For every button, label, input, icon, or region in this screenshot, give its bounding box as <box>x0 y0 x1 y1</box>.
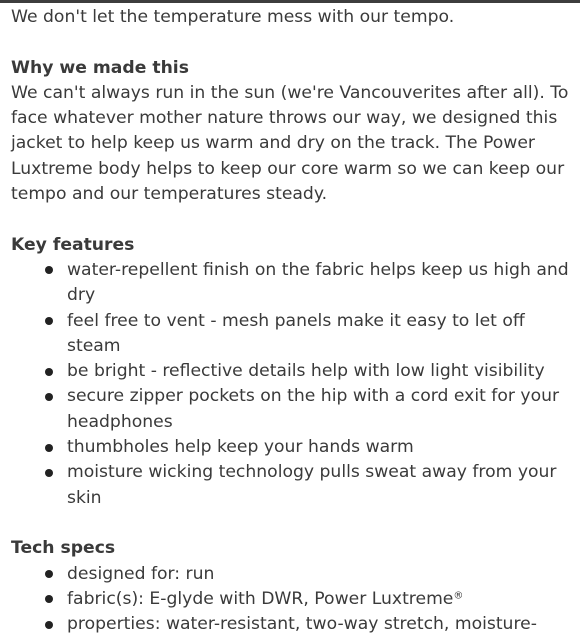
list-item <box>11 587 576 612</box>
top-divider <box>0 0 580 3</box>
why-body: We can't always run in the sun (we're Vancouverites after all). To face whatever mother nature throws our way, we designed this jacket to help keep us warm and dry on the track. The Power Luxtreme body helps to keep our core warm so we can keep our tempo and our temperatures steady. <box>11 82 569 205</box>
spacer <box>11 207 576 232</box>
list-item: water-repellent finish on the fabric helps keep us high and dry <box>11 258 576 309</box>
spec-fabric-text: fabric(s): E-glyde with DWR, Power Luxtreme <box>67 588 454 609</box>
product-description <box>11 5 576 637</box>
specs-heading: Tech specs <box>11 538 116 559</box>
list-item: be bright - reflective details help with low light visibility <box>11 359 576 384</box>
list-item: moisture wicking technology pulls sweat away from your skin <box>11 460 576 511</box>
features-list <box>11 258 576 511</box>
list-item: properties: water-resistant, two-way stretch, moisture- <box>11 612 576 637</box>
spacer <box>11 511 576 536</box>
registered-mark: ® <box>453 590 464 602</box>
intro-text: We don't let the temperature mess with our tempo. <box>11 7 455 27</box>
features-heading: Key features <box>11 234 135 255</box>
list-item: thumbholes help keep your hands warm <box>11 435 576 460</box>
list-item: designed for: run <box>11 562 576 587</box>
why-heading: Why we made this <box>11 57 189 78</box>
specs-list <box>11 562 576 637</box>
list-item: feel free to vent - mesh panels make it easy to let off steam <box>11 309 576 360</box>
list-item: secure zipper pockets on the hip with a cord exit for your headphones <box>11 384 576 435</box>
